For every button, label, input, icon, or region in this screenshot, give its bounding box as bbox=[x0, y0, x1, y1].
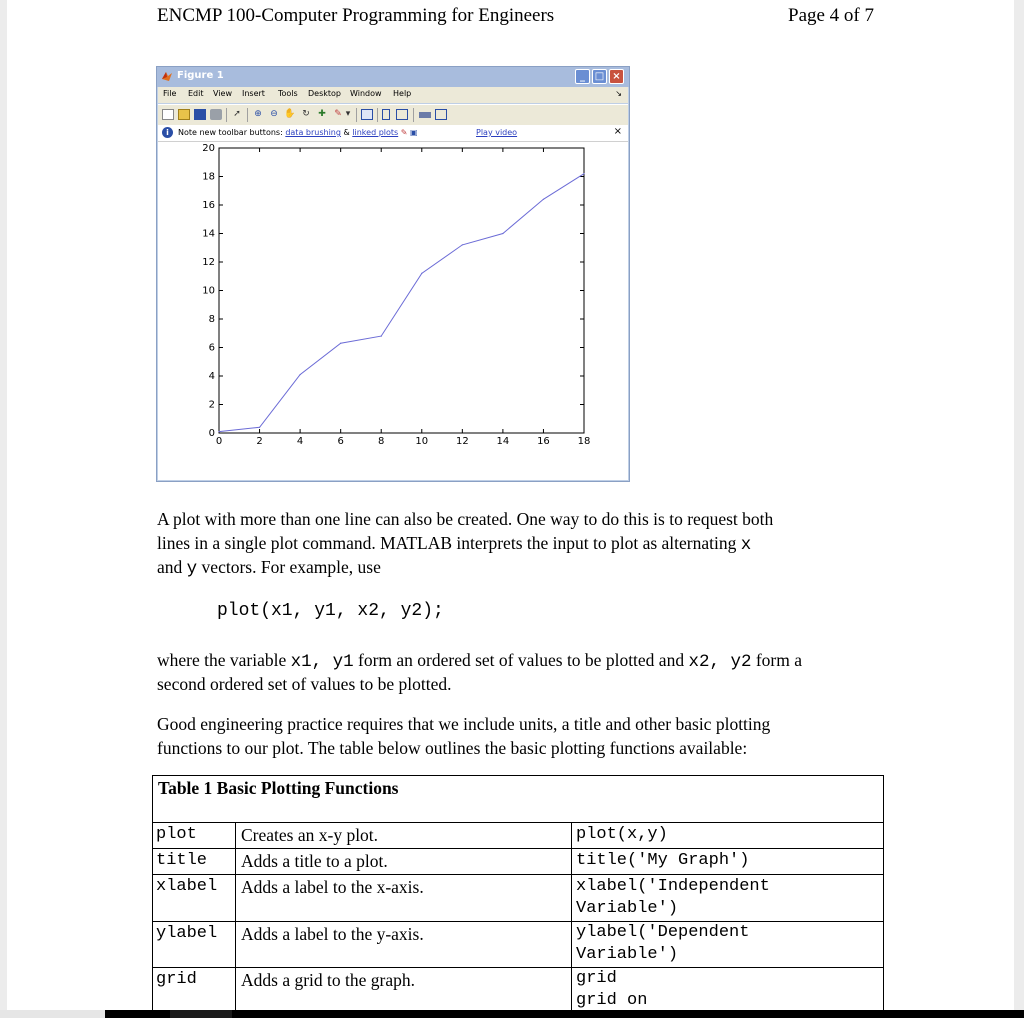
menu-edit[interactable]: Edit bbox=[188, 89, 204, 98]
x-tick-label: 12 bbox=[455, 436, 469, 447]
menu-tools[interactable]: Tools bbox=[278, 89, 298, 98]
new-figure-icon[interactable] bbox=[162, 109, 174, 120]
zoom-in-icon[interactable]: ⊕ bbox=[254, 109, 262, 119]
x-tick-label: 4 bbox=[296, 436, 304, 447]
table-rule bbox=[152, 874, 884, 875]
hide-plot-tools-icon[interactable] bbox=[419, 112, 431, 118]
line-chart bbox=[158, 142, 628, 480]
maximize-icon[interactable]: □ bbox=[592, 69, 607, 84]
link-plot-icon[interactable] bbox=[361, 109, 373, 120]
x-tick-label: 14 bbox=[496, 436, 510, 447]
table-rule bbox=[571, 822, 572, 1012]
paragraph-1-line-2 bbox=[157, 531, 877, 557]
y-tick-label: 0 bbox=[208, 428, 215, 439]
y-tick-label: 18 bbox=[202, 171, 215, 183]
brush-icon[interactable]: ✎ bbox=[334, 109, 342, 119]
brush-dropdown-icon[interactable]: ▾ bbox=[345, 109, 351, 119]
y-tick-label: 10 bbox=[202, 285, 215, 297]
x-tick-label: 6 bbox=[337, 436, 344, 447]
data-point bbox=[300, 374, 301, 375]
y-tick-label: 6 bbox=[208, 342, 215, 354]
matlab-logo-icon bbox=[161, 70, 173, 82]
menu-insert[interactable]: Insert bbox=[242, 89, 265, 98]
data-point bbox=[259, 427, 260, 428]
notice-prefix: Note new toolbar buttons: bbox=[178, 128, 283, 137]
paragraph-2-line-1 bbox=[157, 648, 877, 674]
paragraph-1-line-3 bbox=[157, 555, 877, 581]
y-tick-label: 8 bbox=[208, 314, 215, 325]
minimize-icon[interactable]: _ bbox=[575, 69, 590, 84]
page-margin-left bbox=[0, 0, 7, 1018]
rotate-3d-icon[interactable]: ↻ bbox=[302, 109, 310, 119]
table-cell-example: ylabel('Dependent bbox=[576, 923, 750, 942]
table-cell-example: xlabel('Independent bbox=[576, 877, 770, 896]
dismiss-notice-icon[interactable]: × bbox=[613, 126, 622, 137]
paragraph-1-text: vectors. For example, use bbox=[197, 557, 381, 577]
inline-code-y: y bbox=[186, 559, 198, 579]
figure-menubar bbox=[158, 87, 628, 103]
menu-desktop[interactable]: Desktop bbox=[308, 89, 341, 98]
matlab-figure-window bbox=[156, 66, 630, 482]
page-number: Page 4 of 7 bbox=[788, 5, 875, 26]
menu-window[interactable]: Window bbox=[350, 89, 382, 98]
toolbar-separator bbox=[226, 108, 227, 122]
y-tick-label: 20 bbox=[202, 143, 215, 154]
table-cell-description: Adds a label to the x-axis. bbox=[241, 877, 424, 897]
table-rule bbox=[152, 822, 884, 823]
table-rule bbox=[152, 921, 884, 922]
table-cell-example: grid bbox=[576, 969, 617, 988]
y-tick-label: 2 bbox=[208, 399, 215, 411]
paragraph-1-text: lines in a single plot command. MATLAB interprets the input to plot as alternating bbox=[157, 533, 741, 553]
paragraph-2-line-2: second ordered set of values to be plotted. bbox=[157, 674, 452, 694]
x-tick-label: 8 bbox=[378, 436, 385, 447]
table-cell-example: Variable') bbox=[576, 945, 679, 964]
table-cell-example: Variable') bbox=[576, 899, 679, 918]
y-tick-label: 16 bbox=[202, 200, 215, 211]
brush-icon: ✎ bbox=[400, 128, 408, 137]
figure-title-bar bbox=[157, 67, 629, 87]
inline-code-x: x bbox=[740, 535, 752, 555]
table-cell-function: plot bbox=[156, 825, 197, 844]
toolbar-notice-bar bbox=[158, 125, 628, 142]
x-tick-label: 0 bbox=[215, 436, 223, 447]
table-rule bbox=[235, 822, 236, 1012]
figure-title: Figure 1 bbox=[177, 70, 224, 81]
inline-code-x1-y1: x1, y1 bbox=[290, 652, 354, 672]
data-cursor-icon[interactable]: ✚ bbox=[318, 109, 326, 119]
table-cell-function: title bbox=[156, 851, 208, 870]
paragraph-2-text: form an ordered set of values to be plotted and bbox=[353, 650, 689, 670]
paragraph-3-line-2: functions to our plot. The table below outlines the basic plotting functions available: bbox=[157, 738, 748, 758]
table-cell-example: title('My Graph') bbox=[576, 851, 750, 870]
toolbar-separator bbox=[377, 108, 378, 122]
table-cell-example: grid on bbox=[576, 991, 648, 1010]
toolbar-separator bbox=[247, 108, 248, 122]
x-tick-label: 18 bbox=[577, 436, 591, 447]
data-point bbox=[462, 244, 463, 245]
y-tick-label: 12 bbox=[202, 257, 215, 268]
plot-canvas bbox=[158, 142, 628, 480]
scrollbar-track[interactable] bbox=[1014, 0, 1024, 1018]
x-tick-label: 10 bbox=[415, 436, 429, 447]
data-point bbox=[502, 233, 503, 234]
linked-plots-link[interactable]: linked plots bbox=[352, 128, 399, 137]
y-tick-label: 14 bbox=[202, 228, 215, 240]
paragraph-2-text: where the variable bbox=[157, 650, 291, 670]
table-cell-description: Adds a grid to the graph. bbox=[241, 970, 415, 990]
menu-help[interactable]: Help bbox=[393, 89, 412, 98]
play-video-link[interactable]: Play video bbox=[476, 128, 518, 137]
taskbar-segment bbox=[170, 1010, 232, 1018]
paragraph-2-text: form a bbox=[751, 650, 803, 670]
notice-joiner: & bbox=[343, 128, 350, 137]
inline-code-x2-y2: x2, y2 bbox=[688, 652, 752, 672]
menu-file[interactable]: File bbox=[163, 89, 177, 98]
toolbar-separator bbox=[356, 108, 357, 122]
paragraph-3-line-1: Good engineering practice requires that we include units, a title and other basic plotting bbox=[157, 714, 771, 734]
table-cell-function: xlabel bbox=[156, 877, 218, 896]
data-point bbox=[583, 173, 584, 174]
save-icon[interactable] bbox=[194, 109, 206, 120]
paragraph-1-line-1: A plot with more than one line can also be created. One way to do this is to request both bbox=[157, 509, 774, 529]
data-point bbox=[340, 343, 341, 344]
table-rule bbox=[152, 967, 884, 968]
table-cell-description: Adds a label to the y-axis. bbox=[241, 924, 424, 944]
data-point bbox=[543, 199, 544, 200]
pointer-icon[interactable]: ➚ bbox=[233, 109, 241, 119]
paragraph-1-text: and bbox=[157, 557, 187, 577]
link-icon: ▣ bbox=[409, 128, 418, 137]
axes-box bbox=[219, 148, 584, 433]
y-tick-label: 4 bbox=[208, 371, 215, 382]
pan-hand-icon[interactable]: ✋ bbox=[284, 109, 296, 119]
x-tick-label: 2 bbox=[256, 436, 263, 447]
course-title: ENCMP 100-Computer Programming for Engineers bbox=[157, 5, 555, 26]
bottom-taskbar bbox=[0, 1010, 1024, 1018]
data-point bbox=[381, 336, 382, 337]
colorbar-icon[interactable] bbox=[382, 109, 390, 120]
table-cell-function: grid bbox=[156, 970, 197, 989]
table-rule bbox=[152, 848, 884, 849]
zoom-out-icon[interactable]: ⊖ bbox=[270, 109, 278, 119]
figure-toolbar bbox=[158, 104, 628, 125]
menu-overflow-icon[interactable]: ↘ bbox=[615, 89, 622, 98]
data-point bbox=[218, 431, 219, 432]
open-file-icon[interactable] bbox=[178, 109, 190, 120]
toolbar-separator bbox=[413, 108, 414, 122]
table-cell-function: ylabel bbox=[156, 924, 218, 943]
table-caption: Table 1 Basic Plotting Functions bbox=[158, 778, 399, 798]
code-example: plot(x1, y1, x2, y2); bbox=[217, 601, 444, 621]
print-icon[interactable] bbox=[210, 109, 222, 120]
table-cell-description: Adds a title to a plot. bbox=[241, 851, 388, 871]
data-brushing-link[interactable]: data brushing bbox=[285, 128, 341, 137]
show-plot-tools-icon[interactable] bbox=[435, 109, 447, 120]
legend-icon[interactable] bbox=[396, 109, 408, 120]
menu-view[interactable]: View bbox=[213, 89, 232, 98]
data-point bbox=[421, 273, 422, 274]
notice-text bbox=[178, 128, 418, 137]
x-tick-label: 16 bbox=[537, 436, 550, 447]
close-icon[interactable]: × bbox=[609, 69, 624, 84]
taskbar-segment bbox=[0, 1010, 105, 1018]
table-cell-example: plot(x,y) bbox=[576, 825, 668, 844]
info-icon: i bbox=[162, 127, 173, 138]
table-cell-description: Creates an x-y plot. bbox=[241, 825, 379, 845]
